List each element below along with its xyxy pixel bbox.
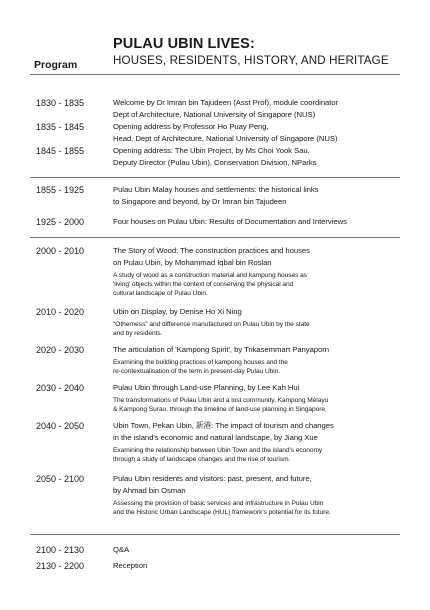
- session-title-line: Head, Dept of Architecture, National University of Singapore (NUS): [113, 134, 338, 143]
- session-description: [113, 272, 405, 298]
- session-time: 2030 - 2040: [36, 383, 85, 393]
- session-title-line: Q&A: [113, 545, 130, 554]
- divider-rule-1: [30, 177, 400, 178]
- session-time: 2050 - 2100: [36, 474, 85, 484]
- page-title: PULAU UBIN LIVES:: [113, 36, 255, 52]
- session-time: 1925 - 2000: [36, 217, 85, 227]
- session-details: [113, 382, 405, 415]
- session-title-line: Deputy Director (Pulau Ubin), Conservation Division, NParks: [113, 158, 317, 167]
- session-details: [113, 121, 405, 145]
- session-details: [113, 97, 405, 121]
- description-line: "Otherness" and difference manufactured on Pulau Ubin by the state: [113, 321, 310, 328]
- session-time: 1830 - 1835: [36, 98, 85, 108]
- session-title-line: Four houses on Pulau Ubin: Results of Documentation and Interviews: [113, 217, 347, 226]
- page-subtitle: HOUSES, RESIDENTS, HISTORY, AND HERITAGE: [113, 54, 389, 67]
- session-time: 2100 - 2130: [36, 545, 85, 555]
- description-line: Examining the relationship between Ubin Town and the island's economy: [113, 447, 323, 454]
- session-details: [113, 245, 405, 298]
- description-line: Examining the building practices of kampong houses and the: [113, 359, 288, 366]
- session-details: [113, 145, 405, 169]
- description-line: through a study of landscape changes and the rise of tourism.: [113, 455, 291, 463]
- session-time: 2130 - 2200: [36, 561, 85, 571]
- session-title-line: Ubin on Display, by Denise Ho Xi Ning: [113, 307, 242, 316]
- session-details: [113, 184, 405, 208]
- session-details: [113, 560, 405, 572]
- description-line: Assessing the provision of basic services and infrastructure in Pulau Ubin: [113, 500, 324, 507]
- session-title-line: Welcome by Dr Imran bin Tajudeen (Asst Prof), module coordinator: [113, 98, 339, 107]
- session-description: [113, 447, 405, 465]
- session-title-line: by Ahmad bin Osman: [113, 486, 186, 495]
- session-time: 2000 - 2010: [36, 246, 85, 256]
- description-line: and the Historic Urban Landscape (HUL) framework's potential for its future.: [113, 508, 331, 516]
- session-title-line: Opening address: The Ubin Project, by Ms Choi Yook Sau,: [113, 146, 310, 155]
- description-line: A study of wood as a construction material and kampung houses as: [113, 272, 307, 279]
- session-title-line: Dept of Architecture, National University of Singapore (NUS): [113, 110, 316, 119]
- session-details: [113, 216, 405, 228]
- session-title-line: The articulation of 'Kampong Spirit', by Trikasemmart Panyaporn: [113, 345, 329, 354]
- session-time: 1835 - 1845: [36, 122, 85, 132]
- program-label: Program: [34, 59, 78, 71]
- session-details: [113, 473, 405, 518]
- session-time: 2040 - 2050: [36, 421, 85, 431]
- session-time: 1855 - 1925: [36, 185, 85, 195]
- session-description: [113, 500, 405, 518]
- session-title-line: to Singapore and beyond, by Dr Imran bin Tajudeen: [113, 197, 287, 206]
- divider-rule-3: [30, 534, 400, 535]
- divider-rule-2: [30, 237, 400, 238]
- description-line: and by residents.: [113, 329, 163, 337]
- session-description: [113, 359, 405, 377]
- description-line: The transformations of Pulau Ubin and a lost community, Kampong Melayu: [113, 397, 329, 404]
- session-time: 1845 - 1855: [36, 146, 85, 156]
- session-title-line: Ubin Town, Pekan Ubin, 新港: The impact of tourism and changes: [113, 421, 334, 430]
- session-title-line: in the island's economic and natural landscape, by Jiang Xue: [113, 433, 318, 442]
- session-description: [113, 321, 405, 339]
- divider-rule-top: [30, 74, 400, 75]
- description-line: re-contextualisation of the term in present-day Pulau Ubin.: [113, 367, 281, 375]
- description-line: & Kampong Surau, through the timeline of land-use planning in Singapore.: [113, 405, 327, 413]
- session-title-line: Pulau Ubin Malay houses and settlements: the historical links: [113, 185, 319, 194]
- session-details: [113, 420, 405, 465]
- session-title-line: The Story of Wood: The construction practices and houses: [113, 246, 310, 255]
- session-title-line: Opening address by Professor Ho Puay Peng,: [113, 122, 269, 131]
- session-description: [113, 397, 405, 415]
- session-time: 2020 - 2030: [36, 345, 85, 355]
- session-title-line: Pulau Ubin residents and visitors: past, present, and future,: [113, 474, 312, 483]
- session-time: 2010 - 2020: [36, 307, 85, 317]
- session-details: [113, 544, 405, 556]
- description-line: 'living' objects within the context of conserving the physical and: [113, 280, 294, 288]
- description-line: cultural landscape of Pulau Ubin.: [113, 289, 208, 297]
- session-title-line: Reception: [113, 561, 148, 570]
- session-title-line: on Pulau Ubin, by Mohammad Iqbal bin Roslan: [113, 258, 272, 267]
- session-title-line: Pulau Ubin through Land-use Planning, by Lee Kah Hui: [113, 383, 300, 392]
- session-details: [113, 306, 405, 339]
- session-details: [113, 344, 405, 377]
